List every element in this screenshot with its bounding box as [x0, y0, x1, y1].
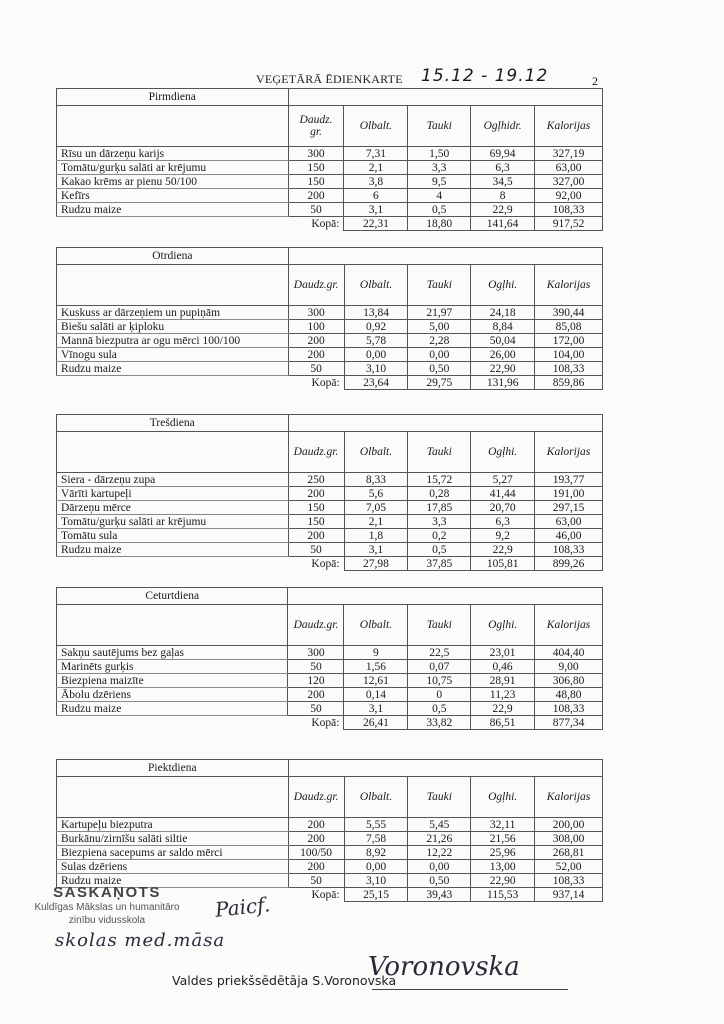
- total-fat: 39,43: [408, 888, 471, 902]
- cell-carbs: 5,27: [471, 473, 535, 487]
- table-row: [57, 818, 603, 832]
- cell-fat: 9,5: [408, 175, 471, 189]
- column-header: Olbalt.: [344, 265, 408, 306]
- total-protein: 23,64: [344, 376, 408, 390]
- cell-fat: 12,22: [408, 846, 471, 860]
- cell-kcal: 52,00: [535, 860, 603, 874]
- cell-kcal: 390,44: [535, 306, 603, 320]
- total-label: Kopā:: [311, 217, 340, 230]
- column-header: Ogļhi.: [471, 777, 535, 818]
- cell-fat: 2,28: [408, 334, 471, 348]
- dish-name: Vārīti kartupeļi: [57, 487, 289, 501]
- table-row: [57, 334, 603, 348]
- total-kcal: 877,34: [535, 716, 603, 730]
- cell-qty: 300: [288, 147, 344, 161]
- total-protein: 25,15: [344, 888, 408, 902]
- cell-qty: 200: [288, 688, 344, 702]
- cell-kcal: 172,00: [535, 334, 603, 348]
- cell-fat: 0,28: [408, 487, 471, 501]
- dish-name: Marinēts gurķis: [57, 660, 288, 674]
- column-header: Ogļhi.: [471, 265, 535, 306]
- cell-carbs: 0,46: [471, 660, 535, 674]
- cell-kcal: 404,40: [535, 646, 603, 660]
- header-blank: [288, 415, 602, 432]
- cell-carbs: 22,9: [471, 203, 535, 217]
- dish-name: Mannā biezputra ar ogu mērci 100/100: [57, 334, 289, 348]
- cell-kcal: 297,15: [535, 501, 603, 515]
- column-header: Olbalt.: [344, 106, 408, 147]
- cell-protein: 12,61: [344, 674, 408, 688]
- cell-kcal: 191,00: [535, 487, 603, 501]
- dish-name: Tomātu/gurķu salāti ar krējumu: [57, 515, 289, 529]
- cell-qty: 200: [288, 832, 344, 846]
- cell-fat: 1,50: [408, 147, 471, 161]
- cell-carbs: 22,9: [471, 702, 535, 716]
- cell-fat: 3,3: [408, 161, 471, 175]
- cell-carbs: 21,56: [471, 832, 535, 846]
- column-header: Kalorijas: [535, 605, 603, 646]
- menu-table: [56, 587, 603, 730]
- cell-fat: 0,5: [408, 702, 471, 716]
- header-blank: [288, 89, 602, 106]
- dish-name: Burkānu/zirnīšu salāti siltie: [57, 832, 289, 846]
- dish-name: Rudzu maize: [57, 203, 289, 217]
- cell-kcal: 92,00: [535, 189, 603, 203]
- header-blank: [288, 760, 602, 777]
- cell-protein: 1,56: [344, 660, 408, 674]
- total-protein: 27,98: [344, 557, 408, 571]
- cell-kcal: 268,81: [535, 846, 603, 860]
- cell-protein: 13,84: [344, 306, 408, 320]
- cell-kcal: 48,80: [535, 688, 603, 702]
- total-carbs: 131,96: [471, 376, 535, 390]
- cell-protein: 3,1: [344, 543, 408, 557]
- cell-kcal: 108,33: [535, 362, 603, 376]
- cell-qty: 300: [288, 306, 344, 320]
- cell-qty: 100: [288, 320, 344, 334]
- title-text: VEĢETĀRĀ ĒDIENKARTE: [256, 72, 403, 86]
- dish-name: Biezpiena maizīte: [57, 674, 288, 688]
- cell-carbs: 41,44: [471, 487, 535, 501]
- column-header: Tauki: [408, 265, 471, 306]
- day-table-1: [56, 247, 603, 390]
- cell-qty: 200: [288, 860, 344, 874]
- cell-fat: 0,00: [408, 348, 471, 362]
- dish-name: Tomātu sula: [57, 529, 289, 543]
- cell-fat: 5,00: [408, 320, 471, 334]
- cell-kcal: 200,00: [535, 818, 603, 832]
- cell-protein: 7,05: [344, 501, 408, 515]
- day-name: Piektdiena: [57, 760, 289, 777]
- cell-qty: 250: [288, 473, 344, 487]
- cell-kcal: 306,80: [535, 674, 603, 688]
- column-header: Kalorijas: [535, 106, 603, 147]
- cell-protein: 8,33: [344, 473, 408, 487]
- table-row: [57, 529, 603, 543]
- cell-carbs: 8: [471, 189, 535, 203]
- cell-fat: 0,50: [408, 874, 471, 888]
- cell-qty: 50: [288, 874, 344, 888]
- approval-stamp: [12, 884, 202, 927]
- total-row: [57, 376, 603, 390]
- table-row: [57, 161, 603, 175]
- cell-qty: 200: [288, 487, 344, 501]
- column-header: Kalorijas: [535, 265, 603, 306]
- handwritten-role: skolas med.māsa: [55, 930, 226, 951]
- total-carbs: 105,81: [471, 557, 535, 571]
- menu-table: [56, 88, 603, 231]
- table-row: [57, 203, 603, 217]
- cell-protein: 5,78: [344, 334, 408, 348]
- signature-line: [372, 989, 568, 990]
- cell-carbs: 26,00: [471, 348, 535, 362]
- cell-fat: 3,3: [408, 515, 471, 529]
- cell-fat: 5,45: [408, 818, 471, 832]
- header-blank: [288, 588, 603, 605]
- cell-kcal: 108,33: [535, 543, 603, 557]
- cell-protein: 3,10: [344, 874, 408, 888]
- total-protein: 22,31: [344, 217, 408, 231]
- cell-protein: 2,1: [344, 515, 408, 529]
- dish-name: Tomātu/gurķu salāti ar krējumu: [57, 161, 289, 175]
- total-label: Kopā:: [311, 557, 340, 570]
- cell-carbs: 25,96: [471, 846, 535, 860]
- cell-fat: 0,00: [408, 860, 471, 874]
- day-table-2: [56, 414, 603, 571]
- total-kcal: 937,14: [535, 888, 603, 902]
- table-row: [57, 674, 603, 688]
- total-label: Kopā:: [311, 376, 340, 389]
- cell-carbs: 22,9: [471, 543, 535, 557]
- stamp-title: SASKAŅOTS: [53, 884, 161, 901]
- table-row: [57, 543, 603, 557]
- cell-fat: 0,2: [408, 529, 471, 543]
- total-row: [57, 217, 603, 231]
- column-header: Tauki: [408, 106, 471, 147]
- table-row: [57, 515, 603, 529]
- column-header: Daudz.gr.: [288, 777, 344, 818]
- day-table-3: [56, 587, 603, 730]
- day-table-0: [56, 88, 603, 231]
- cell-fat: 0: [408, 688, 471, 702]
- table-row: [57, 320, 603, 334]
- cell-qty: 50: [288, 203, 344, 217]
- cell-fat: 0,07: [408, 660, 471, 674]
- day-name: Otrdiena: [57, 248, 289, 265]
- dish-name: Biešu salāti ar ķiploku: [57, 320, 289, 334]
- cell-protein: 8,92: [344, 846, 408, 860]
- total-label: Kopā:: [311, 716, 340, 729]
- cell-protein: 2,1: [344, 161, 408, 175]
- day-name: Ceturtdiena: [57, 588, 288, 605]
- cell-kcal: 63,00: [535, 515, 603, 529]
- cell-kcal: 108,33: [535, 874, 603, 888]
- cell-carbs: 6,3: [471, 161, 535, 175]
- cell-kcal: 193,77: [535, 473, 603, 487]
- table-row: [57, 362, 603, 376]
- cell-carbs: 50,04: [471, 334, 535, 348]
- menu-table: [56, 759, 603, 902]
- dish-name: Kefīrs: [57, 189, 289, 203]
- table-row: [57, 348, 603, 362]
- column-header: Daudz. gr.: [288, 106, 344, 147]
- cell-kcal: 9,00: [535, 660, 603, 674]
- menu-table: [56, 414, 603, 571]
- cell-fat: 0,5: [408, 543, 471, 557]
- total-label: Kopā:: [311, 888, 340, 901]
- cell-carbs: 11,23: [471, 688, 535, 702]
- cell-protein: 9: [344, 646, 408, 660]
- table-row: [57, 473, 603, 487]
- menu-table: [56, 247, 603, 390]
- cell-fat: 10,75: [408, 674, 471, 688]
- day-table-4: [56, 759, 603, 902]
- column-header: Ogļhidr.: [471, 106, 535, 147]
- total-fat: 29,75: [408, 376, 471, 390]
- cell-qty: 200: [288, 348, 344, 362]
- cell-carbs: 13,00: [471, 860, 535, 874]
- table-row: [57, 147, 603, 161]
- cell-qty: 100/50: [288, 846, 344, 860]
- cell-carbs: 20,70: [471, 501, 535, 515]
- cell-qty: 200: [288, 334, 344, 348]
- header-blank: [288, 248, 602, 265]
- dish-header-blank: [57, 777, 289, 818]
- director-label: Valdes priekšsēdētāja S.Voronovska: [172, 973, 397, 988]
- dish-name: Rīsu un dārzeņu karijs: [57, 147, 289, 161]
- cell-kcal: 85,08: [535, 320, 603, 334]
- cell-qty: 50: [288, 543, 344, 557]
- column-header: Tauki: [408, 777, 471, 818]
- dish-name: Kartupeļu biezputra: [57, 818, 289, 832]
- table-row: [57, 189, 603, 203]
- document-title: [256, 66, 549, 87]
- cell-protein: 3,1: [344, 702, 408, 716]
- cell-kcal: 327,19: [535, 147, 603, 161]
- cell-fat: 22,5: [408, 646, 471, 660]
- cell-kcal: 108,33: [535, 702, 603, 716]
- total-fat: 18,80: [408, 217, 471, 231]
- cell-carbs: 6,3: [471, 515, 535, 529]
- column-header: Olbalt.: [344, 605, 408, 646]
- cell-carbs: 28,91: [471, 674, 535, 688]
- cell-protein: 1,8: [344, 529, 408, 543]
- table-row: [57, 860, 603, 874]
- total-fat: 37,85: [408, 557, 471, 571]
- table-row: [57, 487, 603, 501]
- cell-fat: 15,72: [408, 473, 471, 487]
- column-header: Olbalt.: [344, 432, 408, 473]
- cell-protein: 7,31: [344, 147, 408, 161]
- dish-header-blank: [57, 106, 289, 147]
- cell-carbs: 8,84: [471, 320, 535, 334]
- total-fat: 33,82: [408, 716, 471, 730]
- table-row: [57, 688, 603, 702]
- cell-fat: 0,5: [408, 203, 471, 217]
- table-row: [57, 646, 603, 660]
- cell-carbs: 22,90: [471, 362, 535, 376]
- dish-name: Rudzu maize: [57, 702, 288, 716]
- cell-carbs: 22,90: [471, 874, 535, 888]
- dish-name: Kakao krēms ar pienu 50/100: [57, 175, 289, 189]
- column-header: Kalorijas: [535, 432, 603, 473]
- cell-fat: 0,50: [408, 362, 471, 376]
- cell-kcal: 308,00: [535, 832, 603, 846]
- stamp-org-line1: Kuldīgas Mākslas un humanitāro: [34, 902, 180, 913]
- total-protein: 26,41: [344, 716, 408, 730]
- column-header: Daudz.gr.: [288, 432, 344, 473]
- total-row: [57, 557, 603, 571]
- cell-protein: 0,00: [344, 348, 408, 362]
- cell-qty: 50: [288, 702, 344, 716]
- cell-qty: 150: [288, 175, 344, 189]
- dish-name: Siera - dārzeņu zupa: [57, 473, 289, 487]
- cell-qty: 120: [288, 674, 344, 688]
- dish-name: Sakņu sautējums bez gaļas: [57, 646, 288, 660]
- cell-protein: 3,8: [344, 175, 408, 189]
- cell-kcal: 327,00: [535, 175, 603, 189]
- total-kcal: 899,26: [535, 557, 603, 571]
- cell-carbs: 34,5: [471, 175, 535, 189]
- cell-qty: 150: [288, 515, 344, 529]
- dish-name: Rudzu maize: [57, 874, 289, 888]
- dish-name: Ābolu dzēriens: [57, 688, 288, 702]
- column-header: Ogļhi.: [471, 605, 535, 646]
- table-row: [57, 832, 603, 846]
- total-row: [57, 716, 603, 730]
- dish-name: Rudzu maize: [57, 362, 289, 376]
- cell-qty: 50: [288, 362, 344, 376]
- cell-protein: 5,6: [344, 487, 408, 501]
- cell-kcal: 104,00: [535, 348, 603, 362]
- dish-header-blank: [57, 432, 289, 473]
- dish-name: Vīnogu sula: [57, 348, 289, 362]
- cell-qty: 200: [288, 189, 344, 203]
- dish-header-blank: [57, 265, 289, 306]
- day-name: Trešdiena: [57, 415, 289, 432]
- cell-qty: 300: [288, 646, 344, 660]
- cell-protein: 0,14: [344, 688, 408, 702]
- cell-fat: 21,26: [408, 832, 471, 846]
- table-row: [57, 702, 603, 716]
- total-kcal: 859,86: [535, 376, 603, 390]
- cell-protein: 0,00: [344, 860, 408, 874]
- cell-kcal: 46,00: [535, 529, 603, 543]
- total-kcal: 917,52: [535, 217, 603, 231]
- signature-nurse: Paicf.: [213, 892, 272, 922]
- cell-protein: 3,10: [344, 362, 408, 376]
- day-name: Pirmdiena: [57, 89, 289, 106]
- dish-name: Rudzu maize: [57, 543, 289, 557]
- cell-fat: 21,97: [408, 306, 471, 320]
- cell-fat: 4: [408, 189, 471, 203]
- dish-header-blank: [57, 605, 288, 646]
- cell-qty: 150: [288, 501, 344, 515]
- column-header: Kalorijas: [535, 777, 603, 818]
- cell-qty: 150: [288, 161, 344, 175]
- table-row: [57, 306, 603, 320]
- cell-protein: 3,1: [344, 203, 408, 217]
- cell-carbs: 32,11: [471, 818, 535, 832]
- column-header: Olbalt.: [344, 777, 408, 818]
- signature-director: Voronovska: [368, 952, 520, 982]
- column-header: Tauki: [408, 605, 471, 646]
- cell-carbs: 69,94: [471, 147, 535, 161]
- cell-carbs: 9,2: [471, 529, 535, 543]
- cell-protein: 0,92: [344, 320, 408, 334]
- table-row: [57, 846, 603, 860]
- total-carbs: 141,64: [471, 217, 535, 231]
- cell-fat: 17,85: [408, 501, 471, 515]
- page-number: 2: [592, 74, 598, 88]
- table-row: [57, 501, 603, 515]
- cell-kcal: 63,00: [535, 161, 603, 175]
- cell-protein: 5,55: [344, 818, 408, 832]
- total-carbs: 115,53: [471, 888, 535, 902]
- dish-name: Kuskuss ar dārzeņiem un pupiņām: [57, 306, 289, 320]
- cell-carbs: 24,18: [471, 306, 535, 320]
- stamp-org-line2: zinību vidusskola: [68, 915, 146, 926]
- handwritten-dates: 15.12 - 19.12: [421, 66, 549, 86]
- total-carbs: 86,51: [471, 716, 535, 730]
- column-header: Ogļhi.: [471, 432, 535, 473]
- table-row: [57, 175, 603, 189]
- dish-name: Dārzeņu mērce: [57, 501, 289, 515]
- cell-qty: 200: [288, 529, 344, 543]
- cell-qty: 200: [288, 818, 344, 832]
- cell-protein: 6: [344, 189, 408, 203]
- cell-protein: 7,58: [344, 832, 408, 846]
- cell-qty: 50: [288, 660, 344, 674]
- dish-name: Sulas dzēriens: [57, 860, 289, 874]
- column-header: Daudz.gr.: [288, 605, 344, 646]
- cell-kcal: 108,33: [535, 203, 603, 217]
- column-header: Daudz.gr.: [288, 265, 344, 306]
- cell-carbs: 23,01: [471, 646, 535, 660]
- column-header: Tauki: [408, 432, 471, 473]
- table-row: [57, 660, 603, 674]
- dish-name: Biezpiena sacepums ar saldo mērci: [57, 846, 289, 860]
